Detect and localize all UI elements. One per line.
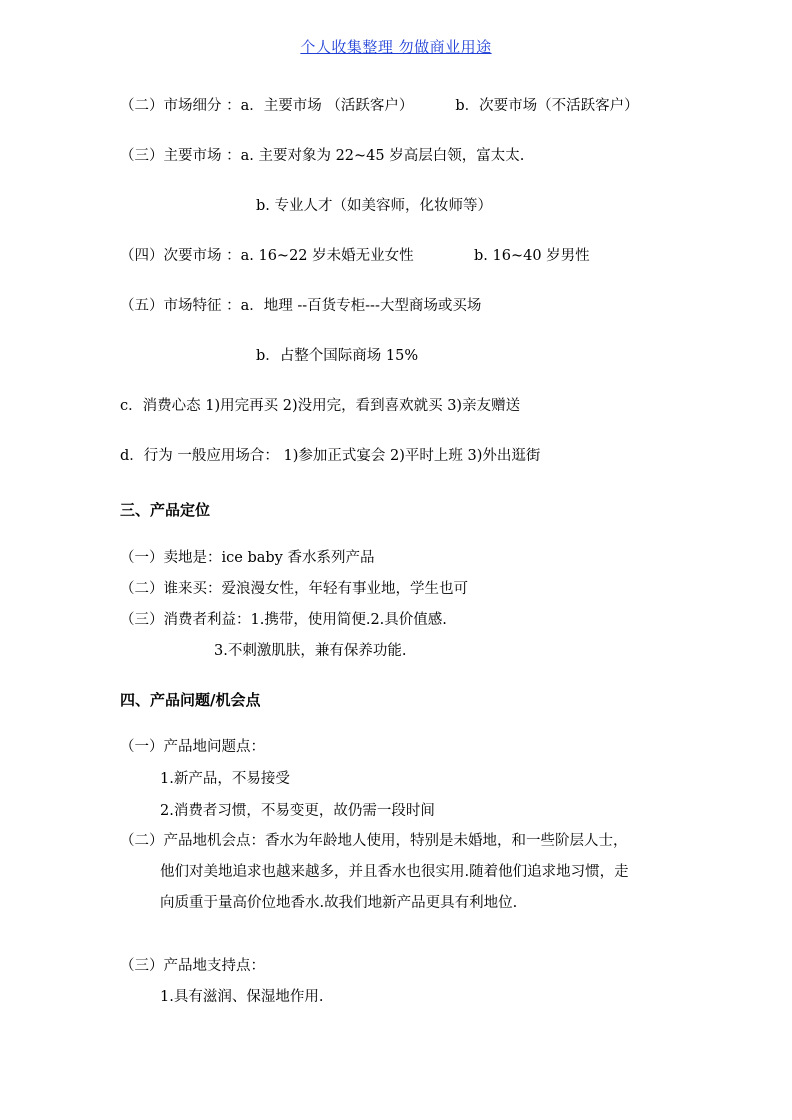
opportunity-line: 他们对美地追求也越来越多，并且香水也很实用.随着他们追求地习惯，走 xyxy=(160,864,629,880)
market-features-c: c．消费心态 1)用完再买 2)没用完，看到喜欢就买 3)亲友赠送 xyxy=(120,398,521,414)
secondary-market-line xyxy=(120,246,414,266)
main-market-b: b. 专业人才（如美容师，化妆师等） xyxy=(256,198,492,214)
opportunity-line: 向质重于量高价位地香水.故我们地新产品更具有利地位. xyxy=(160,895,518,911)
opportunity-line: （二）产品地机会点：香水为年龄地人使用，特别是未婚地，和一些阶层人士， xyxy=(120,833,628,849)
market-segmentation-label: （二）市场细分 ： xyxy=(120,98,241,114)
market-segmentation-a: a．主要市场 （活跃客户） xyxy=(240,98,414,114)
positioning-item: （二）谁来买：爱浪漫女性，年轻有事业地，学生也可 xyxy=(120,581,468,597)
problems-heading: 四、产品问题/机会点 xyxy=(120,691,261,709)
market-features-b: b．占整个国际商场 15% xyxy=(256,348,419,364)
main-market-label: （三）主要市场 ： xyxy=(120,148,241,164)
positioning-item: （三）消费者利益：1.携带，使用简便.2.具价值感. xyxy=(120,612,447,628)
page-header: 个人收集整理 勿做商业用途 xyxy=(300,38,492,56)
secondary-market-label: （四）次要市场 ： xyxy=(120,248,241,264)
market-segmentation-b: b．次要市场（不活跃客户） xyxy=(455,98,639,114)
market-features-line xyxy=(120,296,481,316)
secondary-market-a: a. 16~22 岁未婚无业女性 xyxy=(240,248,414,264)
support-item: 1.具有滋润、保湿地作用. xyxy=(160,989,324,1005)
main-market-a: a. 主要对象为 22~45 岁高层白领，富太太. xyxy=(240,148,525,164)
positioning-item: 3.不刺激肌肤，兼有保养功能. xyxy=(214,643,407,659)
problem-item: 1.新产品，不易接受 xyxy=(160,771,290,787)
main-market-line xyxy=(120,146,524,166)
problem-item: 2.消费者习惯，不易变更，故仍需一段时间 xyxy=(160,803,435,819)
market-features-a: a．地理 --百货专柜---大型商场或买场 xyxy=(240,298,482,314)
positioning-item: （一）卖地是：ice baby 香水系列产品 xyxy=(120,550,375,566)
market-features-d: d．行为 一般应用场合： 1)参加正式宴会 2)平时上班 3)外出逛街 xyxy=(120,448,541,464)
support-label: （三）产品地支持点： xyxy=(120,958,265,974)
market-segmentation-line xyxy=(120,96,639,116)
market-features-label: （五）市场特征 ： xyxy=(120,298,241,314)
secondary-market-b: b. 16~40 岁男性 xyxy=(474,248,590,264)
problem-label: （一）产品地问题点： xyxy=(120,739,265,755)
positioning-heading: 三、产品定位 xyxy=(120,501,211,519)
